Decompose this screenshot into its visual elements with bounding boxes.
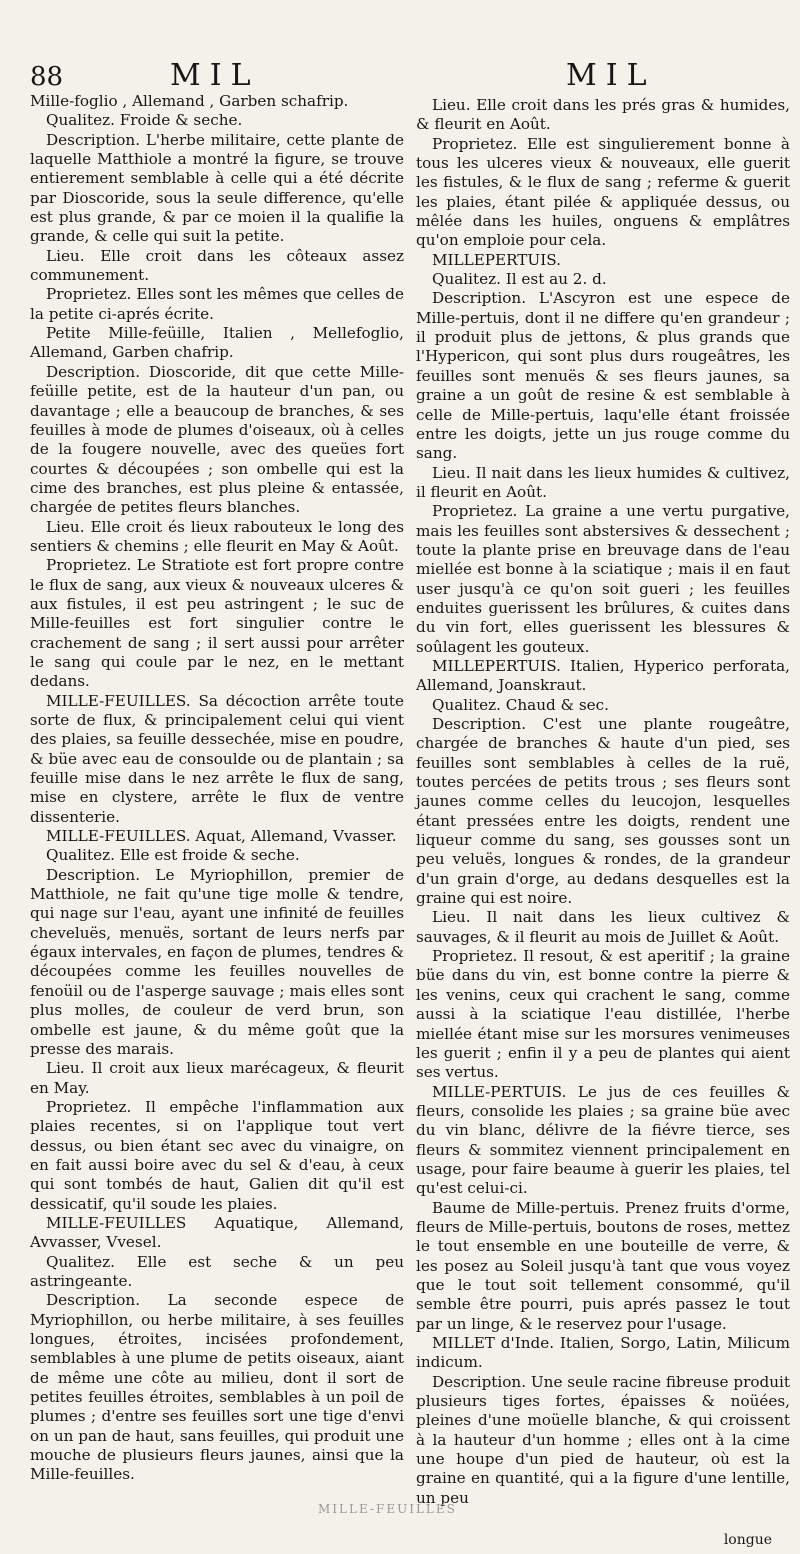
- running-head-left: MIL: [170, 58, 260, 93]
- left-column: [30, 92, 404, 1485]
- paragraph: Description. Dioscoride, dit que cette Mille-feüille petite, est de la hauteur d'un pan, ou davantage ; elle a beaucoup de branches, & ses feuilles à mode de plumes d'oiseaux, où à celles de la fougere nouvelle, avec des queües fort courtes & découpées ; son ombelle qui est la cime des branches, est plus pleine & entassée, chargée de petites fleurs blanches.: [30, 362, 404, 517]
- paragraph: MILLE-FEUILLES. Aquat, Allemand, Vvasser.: [46, 827, 397, 846]
- paragraph: Proprietez. Il empêche l'inflammation aux plaies recentes, si on l'applique tout vert dessus, ou bien étant sec avec du vinaigre, on en fait aussi boire avec du sel & d'eau, à ceux qui sont tombés de haut, Galien dit qu'il est dessicatif, qu'il soude les plaies.: [30, 1097, 404, 1213]
- paragraph: MILLE-FEUILLES Aquatique, Allemand, Avvasser, Vvesel.: [30, 1213, 404, 1252]
- paragraph: MILLEPERTUIS. Italien, Hyperico perforata, Allemand, Joanskraut.: [416, 656, 790, 695]
- paragraph: MILLET d'Inde. Italien, Sorgo, Latin, Milicum indicum.: [416, 1334, 790, 1372]
- paragraph: Description. Une seule racine fibreuse produit plusieurs tiges fortes, épaisses & noüées, pleines d'une moüelle blanche, & qui croissent à la hauteur d'un homme ; elles ont à la cime une houpe d'un pied de hauteur, où est la graine en quantité, qui a la figure d'une lentille, un peu: [416, 1372, 790, 1507]
- paragraph: MILLEPERTUIS.: [432, 250, 561, 269]
- paragraph: Description. La seconde espece de Myriophillon, ou herbe militaire, à ses feuilles longues, étroites, incisées profondement, semblables à une plume de petits oiseaux, aiant de même une côte au milieu, dont il sort de petites feuilles étroites, semblables à un poil de plumes ; d'entre ses feuilles sort une tige d'envi on un pan de haut, sans feuilles, qui produit une mouche de plusieurs fleurs jaunes, ainsi que la Mille-feuilles.: [30, 1291, 404, 1484]
- paragraph: Qualitez. Elle est seche & un peu astringeante.: [30, 1252, 404, 1290]
- paragraph: MILLE-PERTUIS. Le jus de ces feuilles & fleurs, consolide les plaies ; sa graine büe avec du vin blanc, délivre de la fiévre tierce, ses fleurs & sommitez viennent principalement en usage, pour faire beaume à guerir les plaies, tel qu'est celui-ci.: [416, 1082, 790, 1198]
- paragraph: Lieu. Il nait dans les lieux cultivez & sauvages, & il fleurit au mois de Juillet & Août.: [416, 908, 790, 946]
- paragraph: MILLE-FEUILLES. Sa décoction arrête toute sorte de flux, & principalement celui qui vient des plaies, sa feuille dessechée, mise en poudre, & büe avec eau de consoulde ou de plantain ; sa feuille mise dans le nez arrête le flux de sang, mise en clystere, arrête le flux de ventre dissenterie.: [30, 691, 404, 826]
- paragraph: Qualitez. Elle est froide & seche.: [46, 846, 300, 865]
- catchword: longue: [723, 1532, 772, 1548]
- paragraph: Description. Le Myriophillon, premier de Matthiole, ne fait qu'une tige molle & tendre, qui nage sur l'eau, ayant une infinité de feuilles cheveluës, menuës, sortant de leurs nerfs par égaux intervales, en façon de plumes, tendres & découpées comme les feuilles nouvelles de fenoüil ou de l'asperge sauvage ; mais elles sont plus molles, de couleur de verd brun, son ombelle est jaune, & du même goût que la presse des marais.: [30, 865, 404, 1058]
- bleed-through-text: MILLE-FEUILLES: [318, 1502, 457, 1516]
- right-column: [416, 96, 790, 1508]
- paragraph: Lieu. Il croit aux lieux marécageux, & fleurit en May.: [30, 1059, 404, 1097]
- paragraph: Description. L'herbe militaire, cette plante de laquelle Matthiole a montré la figure, se trouve entierement semblable à celle qui a été décrite par Dioscoride, sous la seule difference, qu'elle est plus grande, & par ce moien il la qualifie la grande, & celle qui suit la petite.: [30, 130, 404, 246]
- paragraph: Proprietez. La graine a une vertu purgative, mais les feuilles sont abstersives & dessechent ; toute la plante prise en breuvage dans de l'eau miellée est bonne à la sciatique ; mais il en faut user jusqu'à ce qu'on soit gueri ; les feuilles enduites guerissent les brûlures, & cuites dans du vin fort, elles guerissent les blessures & soûlagent les gouteux.: [416, 502, 790, 656]
- paragraph: Description. L'Ascyron est une espece de Mille-pertuis, dont il ne differe qu'en grandeur ; il produit plus de jettons, & plus grands que l'Hypericon, qui sont plus durs rougeâtres, les feuilles sont menuës & ses fleurs jaunes, sa graine a un goût de resine & est semblable à celle de Mille-pertuis, laqu'elle étant froissée entre les doigts, jette un jus rouge comme du sang.: [416, 289, 790, 463]
- paragraph: Proprietez. Elles sont les mêmes que celles de la petite ci-aprés écrite.: [30, 285, 404, 323]
- paragraph: Description. C'est une plante rougeâtre, chargée de branches & haute d'un pied, ses feuilles sont semblables à celles de la ruë, toutes percées de petits trous ; ses fleurs sont jaunes comme celles du leucojon, lesquelles étant pressées entre les doigts, rendent une liqueur comme du sang, ses gousses sont un peu veluës, longues & rondes, de la grandeur d'un grain d'orge, au dedans desquelles est la graine qui est noire.: [416, 715, 790, 908]
- paragraph: Qualitez. Froide & seche.: [46, 111, 243, 130]
- running-head-right: MIL: [566, 58, 656, 93]
- paragraph: Lieu. Il nait dans les lieux humides & cultivez, il fleurit en Août.: [416, 463, 790, 501]
- paragraph: Lieu. Elle croit és lieux rabouteux le long des sentiers & chemins ; elle fleurit en May & Août.: [30, 517, 404, 555]
- paragraph: Mille-foglio , Allemand , Garben schafrip.: [30, 92, 349, 110]
- paragraph: Lieu. Elle croit dans les côteaux assez communement.: [30, 246, 404, 285]
- paragraph: Qualitez. Il est au 2. d.: [432, 270, 607, 289]
- paragraph: Proprietez. Le Stratiote est fort propre contre le flux de sang, aux vieux & nouveaux ulceres & aux fistules, il est peu astringent ; le suc de Mille-feuilles est fort singulier contre le crachement de sang ; il sert aussi pour arrêter le sang qui coule par le nez, en le mettant dedans.: [30, 556, 404, 691]
- paragraph: Petite Mille-feüille, Italien , Mellefoglio, Allemand, Garben chafrip.: [30, 324, 404, 362]
- paragraph: Proprietez. Elle est singulierement bonne à tous les ulceres vieux & nouveaux, elle guerit les fistules, & le flux de sang ; referme & guerit les plaies, étant pilée & appliquée dessus, ou mêlée dans les huiles, onguens & emplâtres qu'on emploie pour cela.: [416, 134, 790, 250]
- page-number: 88: [30, 62, 64, 92]
- paragraph: Baume de Mille-pertuis. Prenez fruits d'orme, fleurs de Mille-pertuis, boutons de roses, mettez le tout ensemble en une bouteille de verre, & les posez au Soleil jusqu'à tant que vous voyez que le tout soit tellement consommé, qu'il semble être pourri, puis aprés passez le tout par un linge, & le reservez pour l'usage.: [416, 1198, 790, 1333]
- paragraph: Proprietez. Il resout, & est aperitif ; la graine büe dans du vin, est bonne contre la pierre & les venins, ceux qui crachent le sang, comme aussi à la sciatique l'eau distillée, l'herbe miellée étant mise sur les morsures venimeuses les guerit ; enfin il y a peu de plantes qui aient ses vertus.: [416, 947, 790, 1082]
- paragraph: Qualitez. Chaud & sec.: [432, 695, 609, 714]
- paragraph: Lieu. Elle croit dans les prés gras & humides, & fleurit en Août.: [416, 96, 790, 134]
